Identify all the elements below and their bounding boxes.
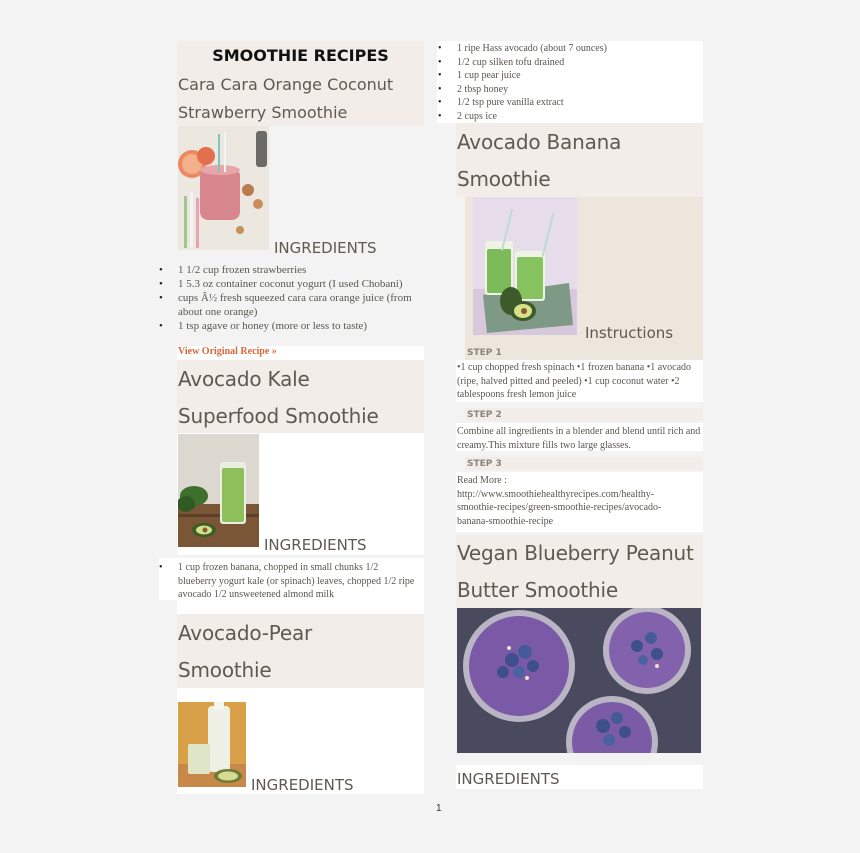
list-item: • cups Â½ fresh squeezed cara cara orange juice (from about one orange)	[159, 291, 421, 319]
recipe3-ingredients-label: INGREDIENTS	[251, 776, 354, 794]
recipe2-title-line2: Superfood Smoothie	[178, 404, 379, 428]
recipe2-photo	[178, 434, 259, 547]
recipe4-instructions-label: Instructions	[585, 324, 674, 342]
recipe1-ingredients-label: INGREDIENTS	[274, 239, 377, 257]
recipe3-gap	[177, 600, 424, 614]
list-item: • 2 cups ice	[438, 110, 700, 124]
list-item: • 1 5.3 oz container coconut yogurt (I used Chobani)	[159, 277, 421, 291]
list-item: • 1/2 cup silken tofu drained	[438, 56, 700, 70]
recipe1-title-line1: Cara Cara Orange Coconut	[178, 75, 394, 94]
recipe5-title-line2: Butter Smoothie	[457, 578, 618, 602]
recipe2-ingredients-label: INGREDIENTS	[264, 536, 367, 554]
recipe4-title-line1: Avocado Banana	[457, 130, 622, 154]
list-item: • 1 ripe Hass avocado (about 7 ounces)	[438, 42, 700, 56]
recipe1-photo	[178, 126, 269, 250]
recipe1-title-line2: Strawberry Smoothie	[178, 103, 348, 122]
page-title: SMOOTHIE RECIPES	[212, 46, 389, 65]
recipe3-title-line2: Smoothie	[178, 658, 272, 682]
recipe4-step3-label: STEP 3	[467, 459, 502, 469]
recipe4-step1-text: •1 cup chopped fresh spinach •1 frozen banana •1 avocado (ripe, halved pitted and peeled) •1 cup coconut water •2 tablespoons fresh lemon juice	[457, 362, 692, 400]
list-item: • 1 1/2 cup frozen strawberries	[159, 263, 421, 277]
recipe2-ingredient-list	[159, 561, 415, 602]
recipe4-step1-label: STEP 1	[467, 348, 502, 358]
recipe2-title-line1: Avocado Kale	[178, 367, 310, 391]
recipe3-title-line1: Avocado-Pear	[178, 621, 313, 645]
recipe4-photo	[473, 197, 577, 335]
page-number: 1	[436, 803, 442, 814]
recipe4-step3-text: Read More : http://www.smoothiehealthyrecipes.com/healthy-smoothie-recipes/green-smoothie-recipes/avocado-banana-smoothie-recipe	[457, 475, 662, 527]
recipe3-ingredient-list	[438, 42, 700, 123]
recipe4-title-line2: Smoothie	[457, 167, 551, 191]
list-item: • 1 cup frozen banana, chopped in small chunks 1/2 blueberry yogurt kale (or spinach) leaves, chopped 1/2 ripe avocado 1/2 unsweetened almond milk	[159, 561, 415, 602]
list-item: • 1 tsp agave or honey (more or less to taste)	[159, 319, 421, 333]
list-item: • 1 cup pear juice	[438, 69, 700, 83]
list-item: • 2 tbsp honey	[438, 83, 700, 97]
recipe4-step2-text: Combine all ingredients in a blender and blend until rich and creamy.This mixture fills two large glasses.	[457, 426, 701, 451]
recipe1-ingredient-list	[159, 263, 421, 333]
recipe4-step2-label: STEP 2	[467, 410, 502, 420]
recipe5-title-line1: Vegan Blueberry Peanut	[457, 541, 694, 565]
list-item: • 1/2 tsp pure vanilla extract	[438, 96, 700, 110]
view-original-recipe-link[interactable]: View Original Recipe »	[178, 346, 277, 357]
recipe5-ingredients-label: INGREDIENTS	[457, 770, 560, 788]
recipe5-photo	[457, 608, 701, 753]
recipe3-photo	[178, 702, 246, 787]
